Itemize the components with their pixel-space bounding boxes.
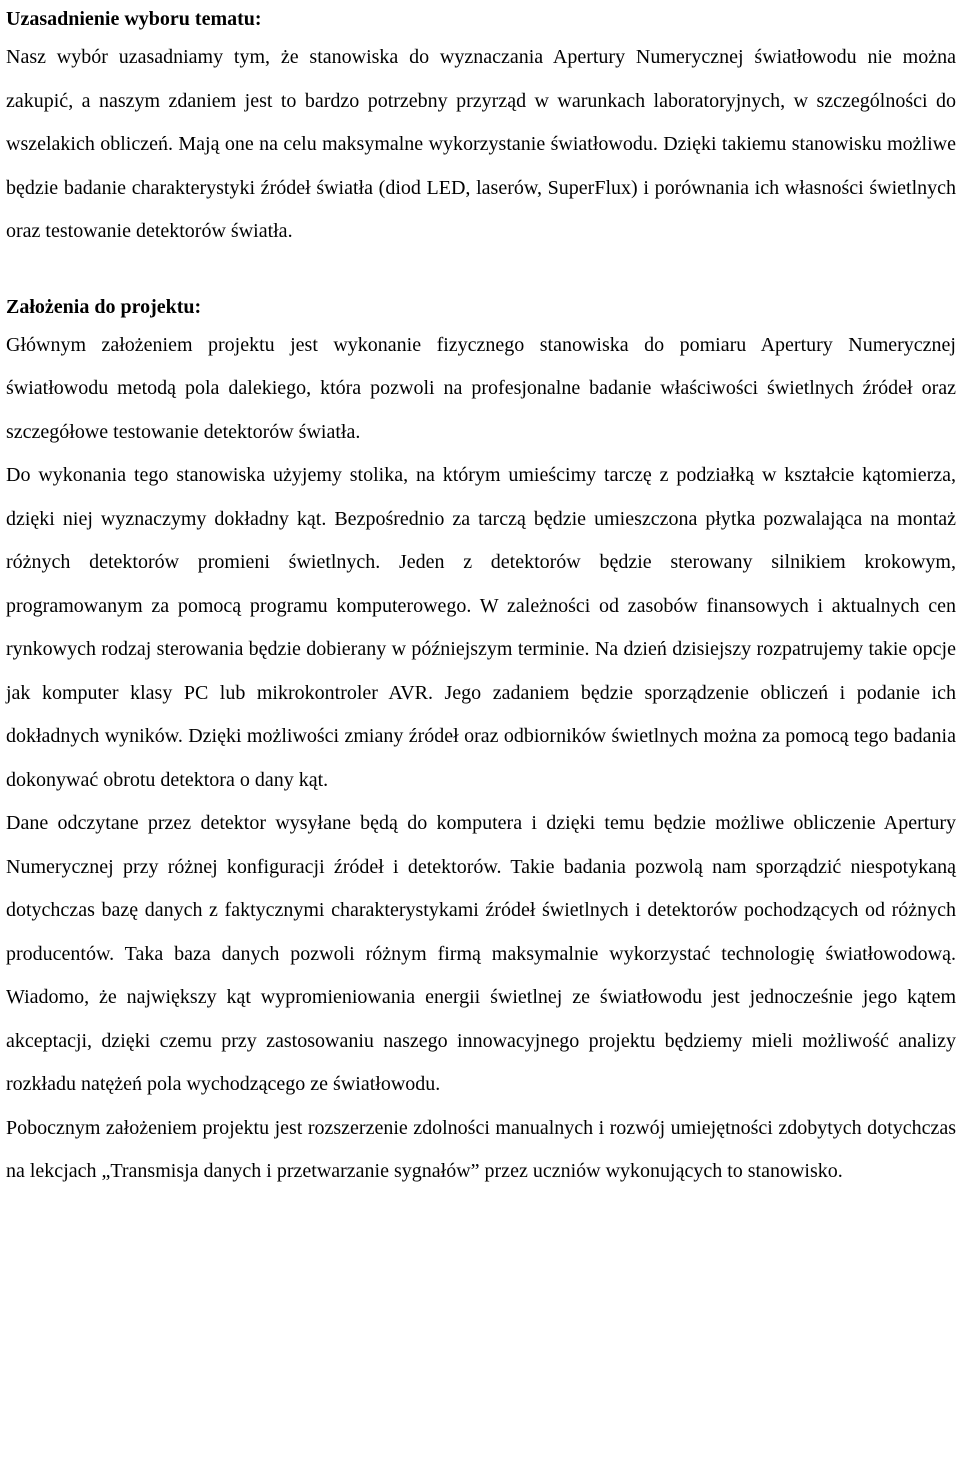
section-heading-project-assumptions: Założenia do projektu: [6, 295, 202, 318]
paragraph-data-processing: Dane odczytane przez detektor wysyłane będą do komputera i dzięki temu będzie możliwe obliczenie Apertury Numerycznej przy różnej konfiguracji źródeł i detektorów. Takie badania pozwolą nam sporządzić niespotykaną dotychczas bazę danych z faktycznymi charakterystykami źródeł świetlnych i detektorów pochodzących od różnych producentów. Taka baza danych pozwoli różnym firmą maksymalnie wykorzystać technologię światłowodową. Wiadomo, że największy kąt wypromieniowania energii świetlnej ze światłowodu jest jednocześnie jego kątem akceptacji, dzięki czemu przy zastosowaniu naszego innowacyjnego projektu będziemy mieli możliwość analizy rozkładu natężeń pola wychodzącego ze światłowodu. [6, 812, 956, 1095]
paragraph-topic-justification: Nasz wybór uzasadniamy tym, że stanowiska do wyznaczania Apertury Numerycznej światłowodu nie można zakupić, a naszym zdaniem jest to bardzo potrzebny przyrząd w warunkach laboratoryjnych, w szczególności do wszelakich obliczeń. Mają one na celu maksymalne wykorzystanie światłowodu. Dzięki takiemu stanowisku możliwe będzie badanie charakterystyki źródeł światła (diod LED, laserów, SuperFlux) i porównania ich własności świetlnych oraz testowanie detektorów światła. [6, 46, 956, 242]
paragraph-station-construction: Do wykonania tego stanowiska użyjemy stolika, na którym umieścimy tarczę z podziałką w kształcie kątomierza, dzięki niej wyznaczymy dokładny kąt. Bezpośrednio za tarczą będzie umieszczona płytka pozwalająca na montaż różnych detektorów promieni świetlnych. Jeden z detektorów będzie sterowany silnikiem krokowym, programowanym za pomocą programu komputerowego. W zależności od zasobów finansowych i aktualnych cen rynkowych rodzaj sterowania będzie dobierany w późniejszym terminie. Na dzień dzisiejszy rozpatrujemy takie opcje jak komputer klasy PC lub mikrokontroler AVR. Jego zadaniem będzie sporządzenie obliczeń i podanie ich dokładnych wyników. Dzięki możliwości zmiany źródeł oraz odbiorników świetlnych można za pomocą tego badania dokonywać obrotu detektora o dany kąt. [6, 464, 956, 791]
section-spacer [6, 254, 956, 288]
document-page [6, 0, 956, 1194]
paragraph-main-assumption: Głównym założeniem projektu jest wykonanie fizycznego stanowiska do pomiaru Apertury Numerycznej światłowodu metodą pola dalekiego, która pozwoli na profesjonalne badanie właściwości świetlnych źródeł oraz szczegółowe testowanie detektorów światła. [6, 333, 956, 443]
section-heading-topic-justification: Uzasadnienie wyboru tematu: [6, 8, 262, 30]
paragraph-secondary-assumption: Pobocznym założeniem projektu jest rozszerzenie zdolności manualnych i rozwój umiejętności zdobytych dotychczas na lekcjach „Transmisja danych i przetwarzanie sygnałów” przez uczniów wykonujących to stanowisko. [6, 1116, 956, 1182]
